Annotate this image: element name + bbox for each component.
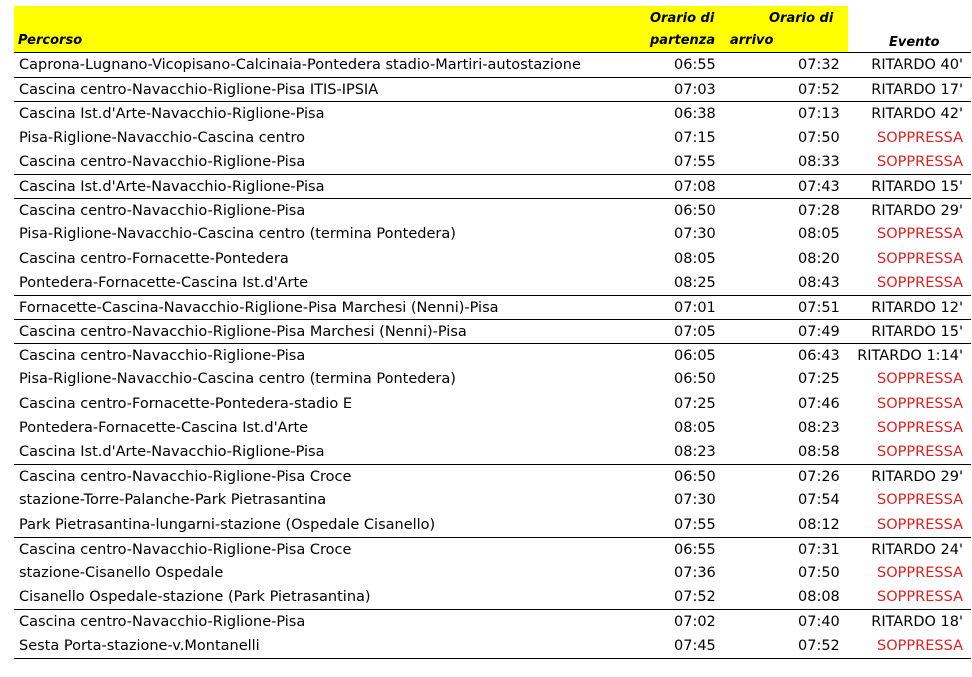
table-row	[14, 101, 971, 125]
departure-cell: 06:05	[674, 348, 716, 365]
event-cell: RITARDO 40'	[871, 57, 963, 73]
arrival-cell: 08:33	[798, 153, 840, 170]
route-cell: Cascina centro-Navacchio-Riglione-Pisa Croce	[19, 541, 352, 558]
arrival-cell: 08:20	[798, 250, 840, 267]
route-cell: Cisanello Ospedale-stazione (Park Pietrasantina)	[19, 589, 371, 606]
route-cell: Cascina centro-Fornacette-Pontedera-stadio E	[19, 395, 353, 412]
departure-cell: 06:50	[674, 469, 716, 486]
route-cell: Sesta Porta-stazione-v.Montanelli	[19, 637, 260, 654]
arrival-cell: 07:51	[798, 299, 840, 316]
departure-cell: 07:52	[674, 589, 716, 606]
table-row	[14, 150, 971, 174]
departure-cell: 07:01	[674, 299, 716, 316]
departure-cell: 06:55	[674, 57, 716, 73]
event-cell: RITARDO 1:14'	[857, 348, 963, 365]
arrival-cell: 07:50	[798, 129, 840, 146]
header-partenza-line1: Orario di	[650, 11, 715, 26]
route-cell: Cascina centro-Navacchio-Riglione-Pisa	[19, 614, 306, 631]
departure-cell: 07:05	[674, 324, 716, 341]
header-percorso: Percorso	[18, 33, 83, 48]
arrival-cell: 07:52	[798, 82, 840, 99]
event-cell: RITARDO 15'	[871, 324, 963, 341]
table-row	[14, 634, 971, 658]
table-row	[14, 126, 971, 150]
event-cell: RITARDO 42'	[871, 106, 963, 123]
departure-cell: 07:02	[674, 614, 716, 631]
table-body	[14, 53, 971, 658]
table-row	[14, 513, 971, 537]
departure-cell: 07:55	[674, 516, 716, 533]
event-cell: SOPPRESSA	[877, 395, 963, 412]
departure-cell: 07:55	[674, 153, 716, 170]
arrival-cell: 08:05	[798, 226, 840, 243]
event-cell: RITARDO 29'	[871, 469, 963, 486]
table-row	[14, 464, 971, 488]
event-cell: SOPPRESSA	[877, 371, 963, 388]
route-cell: Pisa-Riglione-Navacchio-Cascina centro	[19, 129, 305, 146]
route-cell: Caprona-Lugnano-Vicopisano-Calcinaia-Pontedera stadio-Martiri-autostazione	[19, 57, 581, 73]
route-cell: Cascina centro-Navacchio-Riglione-Pisa	[19, 348, 306, 365]
departure-cell: 06:50	[674, 371, 716, 388]
table-row	[14, 295, 971, 319]
route-cell: Cascina Ist.d'Arte-Navacchio-Riglione-Pisa	[19, 106, 325, 123]
table-row	[14, 585, 971, 609]
route-cell: Pontedera-Fornacette-Cascina Ist.d'Arte	[19, 274, 309, 291]
table-row	[14, 392, 971, 416]
header-highlight	[14, 6, 848, 53]
arrival-cell: 07:52	[798, 637, 840, 654]
departure-cell: 06:38	[674, 106, 716, 123]
departure-cell: 07:36	[674, 564, 716, 581]
table-row	[14, 343, 971, 367]
table-row	[14, 319, 971, 343]
arrival-cell: 07:46	[798, 395, 840, 412]
arrival-cell: 07:28	[798, 203, 840, 220]
arrival-cell: 08:23	[798, 419, 840, 436]
route-cell: stazione-Cisanello Ospedale	[19, 564, 224, 581]
arrival-cell: 07:54	[798, 492, 840, 509]
event-cell: SOPPRESSA	[877, 516, 963, 533]
table-row	[14, 174, 971, 198]
route-cell: Pisa-Riglione-Navacchio-Cascina centro (termina Pontedera)	[19, 226, 456, 243]
route-cell: Cascina centro-Navacchio-Riglione-Pisa Marchesi (Nenni)-Pisa	[19, 324, 467, 341]
departure-cell: 06:55	[674, 541, 716, 558]
departure-cell: 07:30	[674, 492, 716, 509]
table-header	[14, 6, 971, 53]
arrival-cell: 07:49	[798, 324, 840, 341]
header-arrivo-line1: Orario di	[769, 11, 834, 26]
arrival-cell: 08:43	[798, 274, 840, 291]
header-arrivo-line2: arrivo	[730, 33, 774, 48]
arrival-cell: 07:32	[798, 57, 840, 73]
table-row	[14, 198, 971, 222]
table-row	[14, 367, 971, 391]
schedule-sheet	[14, 6, 971, 659]
arrival-cell: 08:12	[798, 516, 840, 533]
event-cell: SOPPRESSA	[877, 274, 963, 291]
table-row	[14, 609, 971, 633]
event-cell: RITARDO 12'	[871, 299, 963, 316]
departure-cell: 07:15	[674, 129, 716, 146]
departure-cell: 07:30	[674, 226, 716, 243]
event-cell: SOPPRESSA	[877, 637, 963, 654]
table-row	[14, 77, 971, 101]
event-cell: RITARDO 24'	[871, 541, 963, 558]
event-cell: RITARDO 18'	[871, 614, 963, 631]
event-cell: SOPPRESSA	[877, 564, 963, 581]
route-cell: Pontedera-Fornacette-Cascina Ist.d'Arte	[19, 419, 309, 436]
table-row	[14, 440, 971, 464]
arrival-cell: 06:43	[798, 348, 840, 365]
departure-cell: 08:05	[674, 419, 716, 436]
event-cell: RITARDO 17'	[871, 82, 963, 99]
departure-cell: 07:08	[674, 178, 716, 195]
header-evento: Evento	[889, 35, 940, 50]
departure-cell: 08:25	[674, 274, 716, 291]
arrival-cell: 08:58	[798, 444, 840, 460]
route-cell: Cascina centro-Navacchio-Riglione-Pisa	[19, 203, 306, 220]
event-cell: SOPPRESSA	[877, 419, 963, 436]
departure-cell: 07:03	[674, 82, 716, 99]
route-cell: Cascina centro-Navacchio-Riglione-Pisa ITIS-IPSIA	[19, 82, 379, 99]
event-cell: SOPPRESSA	[877, 444, 963, 460]
header-partenza-line2: partenza	[650, 33, 716, 48]
table-row	[14, 271, 971, 295]
departure-cell: 07:45	[674, 637, 716, 654]
arrival-cell: 07:40	[798, 614, 840, 631]
table-row	[14, 247, 971, 271]
table-bottom-divider	[14, 658, 971, 659]
route-cell: stazione-Torre-Palanche-Park Pietrasantina	[19, 492, 327, 509]
table-row	[14, 416, 971, 440]
table-row	[14, 53, 971, 77]
event-cell: SOPPRESSA	[877, 250, 963, 267]
event-cell: SOPPRESSA	[877, 589, 963, 606]
route-cell: Cascina Ist.d'Arte-Navacchio-Riglione-Pisa	[19, 444, 325, 460]
route-cell: Cascina centro-Navacchio-Riglione-Pisa Croce	[19, 469, 352, 486]
departure-cell: 08:23	[674, 444, 716, 460]
arrival-cell: 07:13	[798, 106, 840, 123]
event-cell: SOPPRESSA	[877, 153, 963, 170]
arrival-cell: 07:25	[798, 371, 840, 388]
table-row	[14, 561, 971, 585]
arrival-cell: 07:31	[798, 541, 840, 558]
route-cell: Fornacette-Cascina-Navacchio-Riglione-Pisa Marchesi (Nenni)-Pisa	[19, 299, 499, 316]
arrival-cell: 07:50	[798, 564, 840, 581]
table-row	[14, 537, 971, 561]
event-cell: SOPPRESSA	[877, 492, 963, 509]
event-cell: SOPPRESSA	[877, 226, 963, 243]
departure-cell: 07:25	[674, 395, 716, 412]
event-cell: RITARDO 15'	[871, 178, 963, 195]
event-cell: SOPPRESSA	[877, 129, 963, 146]
arrival-cell: 07:43	[798, 178, 840, 195]
table-row	[14, 222, 971, 246]
table-row	[14, 488, 971, 512]
route-cell: Pisa-Riglione-Navacchio-Cascina centro (termina Pontedera)	[19, 371, 456, 388]
route-cell: Park Pietrasantina-lungarni-stazione (Ospedale Cisanello)	[19, 516, 436, 533]
departure-cell: 06:50	[674, 203, 716, 220]
arrival-cell: 07:26	[798, 469, 840, 486]
route-cell: Cascina Ist.d'Arte-Navacchio-Riglione-Pisa	[19, 178, 325, 195]
route-cell: Cascina centro-Navacchio-Riglione-Pisa	[19, 153, 306, 170]
arrival-cell: 08:08	[798, 589, 840, 606]
event-cell: RITARDO 29'	[871, 203, 963, 220]
route-cell: Cascina centro-Fornacette-Pontedera	[19, 250, 289, 267]
departure-cell: 08:05	[674, 250, 716, 267]
